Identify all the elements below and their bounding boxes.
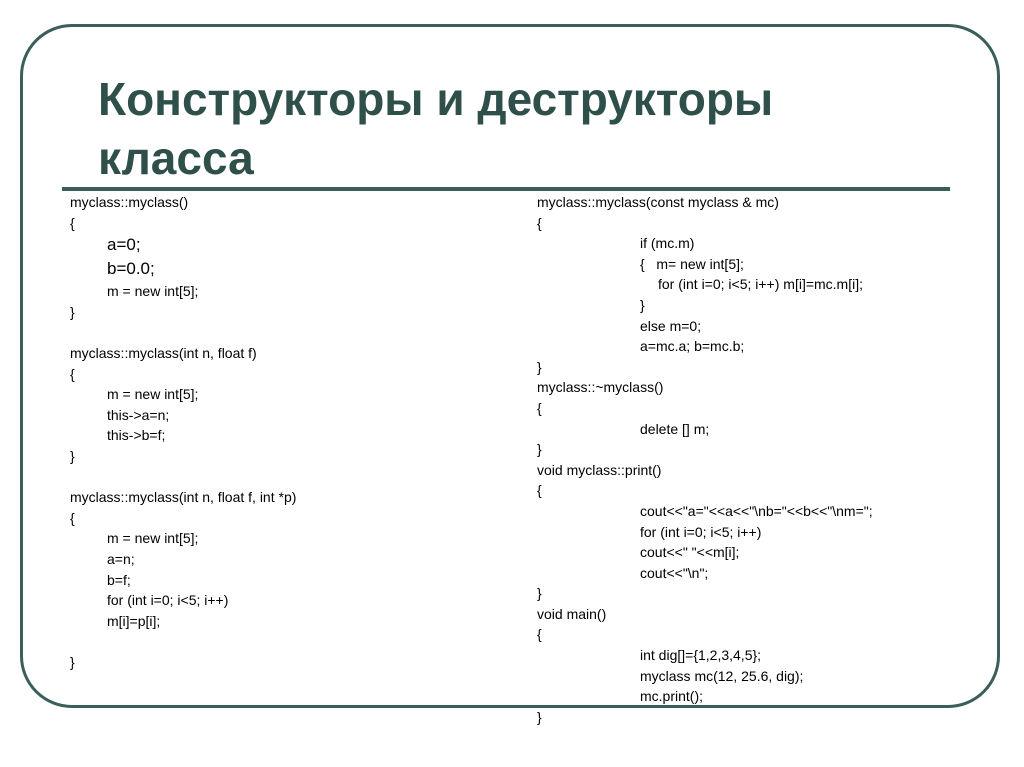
code-line: m = new int[5];: [107, 530, 199, 547]
code-line: m[i]=p[i];: [107, 612, 161, 629]
code-block-left: [70, 192, 490, 672]
code-line: delete [] m;: [640, 420, 710, 437]
code-line: { m= new int[5];: [640, 255, 744, 272]
code-line: for (int i=0; i<5; i++): [640, 523, 762, 540]
code-line: {: [70, 214, 75, 231]
code-line: myclass mc(12, 25.6, dig);: [640, 667, 804, 684]
code-line: mc.print();: [640, 688, 703, 705]
code-line: }: [70, 303, 75, 320]
code-line: b=0.0;: [107, 259, 155, 279]
code-line: a=0;: [107, 235, 141, 255]
code-line: void main(): [537, 605, 607, 622]
code-line: }: [537, 585, 542, 602]
code-line: {: [537, 626, 542, 643]
slide-title-line-2: класса: [98, 132, 254, 184]
code-line: else m=0;: [640, 317, 702, 334]
code-line: [70, 467, 490, 488]
code-line: {: [70, 365, 75, 382]
code-line: b=f;: [107, 571, 131, 588]
code-line: }: [640, 296, 645, 313]
code-line: a=n;: [107, 550, 135, 567]
title-divider: [62, 187, 950, 191]
code-line: myclass::myclass(const myclass & mc): [537, 194, 779, 210]
slide-title-line-1: Конструкторы и деструкторы: [98, 73, 774, 125]
code-line: myclass::myclass(int n, float f): [70, 344, 257, 361]
code-line: }: [70, 653, 75, 670]
code-line: }: [70, 447, 75, 464]
code-line: }: [537, 441, 542, 458]
code-line: {: [537, 399, 542, 416]
code-line: m = new int[5];: [107, 283, 199, 300]
code-line: myclass::~myclass(): [537, 379, 664, 396]
code-line: m = new int[5];: [107, 386, 199, 403]
code-line: this->b=f;: [107, 427, 166, 444]
code-line: }: [537, 708, 542, 725]
code-line: [70, 631, 490, 652]
code-line: for (int i=0; i<5; i++): [107, 592, 229, 609]
code-line: for (int i=0; i<5; i++) m[i]=mc.m[i];: [658, 276, 864, 293]
code-line: if (mc.m): [640, 235, 695, 252]
code-line: cout<<"\n";: [640, 564, 709, 581]
code-line: a=mc.a; b=mc.b;: [640, 338, 745, 355]
code-line: {: [537, 482, 542, 499]
slide-title: [98, 70, 773, 188]
code-line: {: [70, 509, 75, 526]
code-line: void myclass::print(): [537, 461, 662, 478]
code-line: cout<<" "<<m[i];: [640, 544, 740, 561]
code-block-right: [537, 192, 967, 727]
code-line: [70, 322, 490, 343]
code-line: }: [537, 358, 542, 375]
code-line: myclass::myclass(): [70, 194, 189, 210]
code-line: myclass::myclass(int n, float f, int *p): [70, 489, 297, 506]
code-line: cout<<"a="<<a<<"\nb="<<b<<"\nm=";: [640, 502, 873, 519]
code-line: int dig[]={1,2,3,4,5};: [640, 647, 762, 664]
code-line: {: [537, 214, 542, 231]
code-line: this->a=n;: [107, 406, 170, 423]
